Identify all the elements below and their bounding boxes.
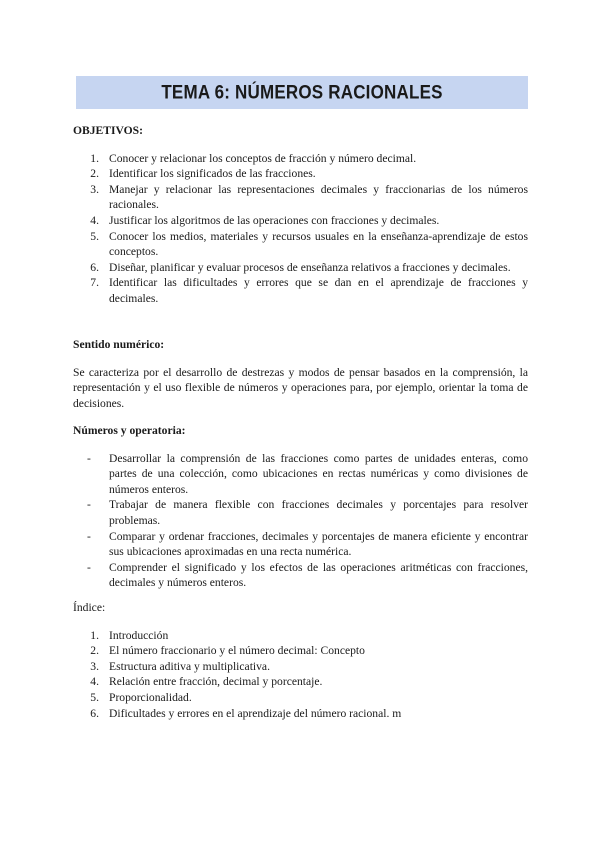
list-item-text: Comparar y ordenar fracciones, decimales y porcentajes de manera eficiente y encontrar sus ubicaciones aproximadas en una recta numérica.: [109, 529, 528, 559]
list-item-text: Estructura aditiva y multiplicativa.: [109, 659, 270, 673]
list-item-text: Comprender el significado y los efectos de las operaciones aritméticas con fracciones, decimales y números enteros.: [109, 560, 528, 590]
list-item: [73, 690, 528, 706]
list-item-text: Identificar las dificultades y errores que se dan en el aprendizaje de fracciones y decimales.: [109, 276, 528, 305]
list-item: [73, 166, 528, 182]
list-item: [73, 560, 528, 591]
list-item: [73, 659, 528, 675]
list-item-text: Justificar los algoritmos de las operaciones con fracciones y decimales.: [109, 213, 440, 227]
numeros-list: [73, 451, 528, 591]
list-number: 4.: [90, 213, 99, 227]
list-item: [73, 213, 528, 229]
list-item: [73, 497, 528, 528]
sentido-paragraph: Se caracteriza por el desarrollo de destrezas y modos de pensar basados en la comprensión, la representación y el uso flexible de números y operaciones para, por ejemplo, orientar la toma de decisiones.: [73, 365, 528, 410]
list-number: 1.: [90, 628, 99, 642]
list-number: 2.: [90, 644, 99, 658]
list-item: [73, 151, 528, 167]
objetivos-heading: OBJETIVOS:: [73, 124, 143, 137]
list-item: [73, 260, 528, 276]
list-item-text: Trabajar de manera flexible con fracciones decimales y porcentajes para resolver problemas.: [109, 498, 528, 527]
list-item-text: El número fraccionario y el número decimal: Concepto: [109, 644, 365, 658]
list-item: [73, 643, 528, 659]
list-item: [73, 275, 528, 306]
list-item-text: Introducción: [109, 628, 169, 642]
list-bullet: -: [87, 498, 91, 512]
list-bullet: -: [87, 451, 91, 465]
list-item: [73, 628, 528, 644]
objetivos-section: [73, 123, 528, 307]
list-item-text: Desarrollar la comprensión de las fracciones como partes de unidades enteras, como partes de una colección, como ubicaciones en rectas numéricas y como divisiones de números enteros.: [109, 451, 528, 496]
list-item: [73, 451, 528, 498]
objetivos-list: [73, 151, 528, 307]
list-item-text: Manejar y relacionar las representaciones decimales y fraccionarias de los números racionales.: [109, 182, 528, 212]
list-number: 1.: [90, 151, 99, 165]
list-item-text: Diseñar, planificar y evaluar procesos de enseñanza relativos a fracciones y decimales.: [109, 260, 511, 274]
list-item-text: Proporcionalidad.: [109, 690, 192, 704]
list-item-text: Conocer y relacionar los conceptos de fracción y número decimal.: [109, 151, 417, 165]
indice-section: [73, 600, 528, 721]
list-item: [73, 674, 528, 690]
list-item-text: Identificar los significados de las fracciones.: [109, 167, 316, 181]
list-item: [73, 229, 528, 260]
numeros-heading: Números y operatoria:: [73, 424, 186, 437]
title-banner: [76, 76, 528, 109]
list-bullet: -: [87, 560, 91, 574]
list-item-text: Conocer los medios, materiales y recursos usuales en la enseñanza-aprendizaje de estos conceptos.: [109, 229, 528, 259]
list-number: 5.: [90, 229, 99, 243]
list-bullet: -: [87, 529, 91, 543]
list-item-text: Dificultades y errores en el aprendizaje del número racional. m: [109, 706, 402, 720]
sentido-section: [73, 337, 528, 411]
sentido-heading: Sentido numérico:: [73, 338, 165, 351]
list-number: 6.: [90, 706, 99, 720]
numeros-section: [73, 423, 528, 591]
list-number: 3.: [90, 659, 99, 673]
indice-heading: Índice:: [73, 601, 106, 614]
list-number: 5.: [90, 690, 99, 704]
list-number: 3.: [90, 182, 99, 196]
list-item: [73, 529, 528, 560]
list-number: 4.: [90, 675, 99, 689]
list-item: [73, 706, 528, 722]
list-item-text: Relación entre fracción, decimal y porcentaje.: [109, 675, 323, 689]
list-number: 2.: [90, 167, 99, 181]
page-title: TEMA 6: NÚMEROS RACIONALES: [161, 81, 443, 103]
list-item: [73, 182, 528, 213]
list-number: 7.: [90, 276, 99, 290]
indice-list: [73, 628, 528, 722]
list-number: 6.: [90, 260, 99, 274]
